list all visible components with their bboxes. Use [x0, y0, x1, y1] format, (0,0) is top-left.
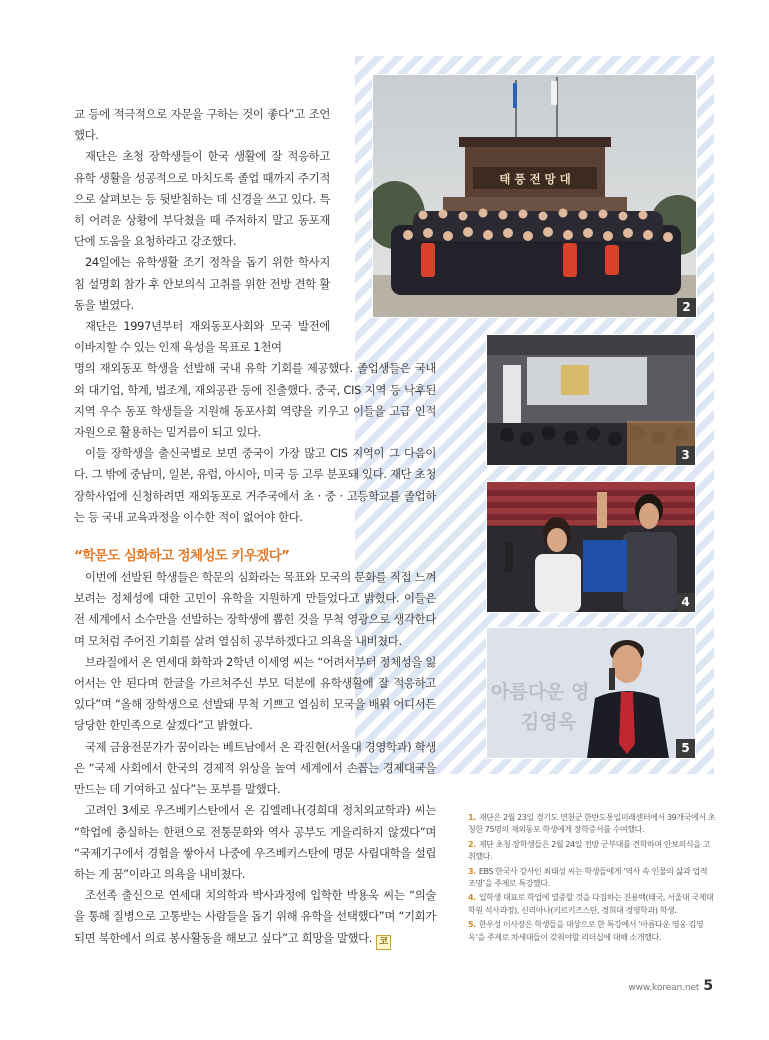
- caption-number: 3.: [468, 866, 476, 876]
- caption-item: [468, 812, 716, 837]
- observatory-sign: 태 풍 전 망 대: [499, 172, 571, 186]
- article-paragraph-start: 재단은 1997년부터 재외동포사회와 모국 발전에 이바지할 수 있는 인재 육성을 목표로 1천여: [74, 319, 330, 355]
- photo-number: 5: [676, 739, 695, 758]
- article-paragraph-rest: 명의 재외동포 학생을 선발해 국내 유학 기회를 제공했다. 졸업생들은 국내외 대기업, 학계, 법조계, 재외공관 등에 진출했다. 중국, CIS 지역 등 낙후된 지역 우수 동포 학생들을 지원해 동포사회 역량을 키우고 이들을 고급 인적자원으로 활용하는 밑거름이 되고 있다.: [74, 361, 436, 440]
- page-number: 5: [703, 978, 713, 994]
- caption-text: 재단 초청 장학생들은 2월 24일 전방 군부대를 견학하며 안보의식을 고취했다.: [468, 839, 711, 862]
- speaker-scene: [487, 628, 695, 758]
- page-footer: [628, 978, 713, 994]
- student-oath-scene: [487, 482, 695, 612]
- photo-number: 4: [676, 593, 695, 612]
- article-paragraph: 국제 금융전문가가 꿈이라는 베트남에서 온 곽진현(서울대 경영학과) 학생은 “국제 사회에서 한국의 경제적 위상을 높여 세계에서 손꼽는 경제대국을 만드는 데 기여하고 싶다”는 포부를 말했다.: [74, 739, 436, 797]
- photo-lecture-hall: [487, 335, 695, 465]
- article-body: [74, 104, 436, 950]
- photo-captions: [468, 812, 716, 946]
- caption-item: [468, 839, 716, 864]
- caption-item: [468, 866, 716, 891]
- photo-number: 2: [677, 298, 696, 317]
- caption-item: [468, 892, 716, 917]
- photo-student-oath: [487, 482, 695, 612]
- caption-number: 5.: [468, 920, 476, 930]
- photo-number: 3: [676, 446, 695, 465]
- article-paragraph: 이번에 선발된 학생들은 학문의 심화라는 목표와 모국의 문화를 직접 느껴보려는 정체성에 대한 고민이 유학을 지원하게 만들었다고 밝혔다. 이들은 전 세계에서 소수만을 선발하는 장학생에 뽑힌 것을 무척 영광으로 생각한다며 모처럼 주어진 기회를 살려 열심히 공부하겠다고 의욕을 내비쳤다.: [74, 570, 436, 648]
- article-paragraph: 브라질에서 온 연세대 화학과 2학년 이세영 씨는 “어려서부터 정체성을 잃어서는 안 된다며 한글을 가르쳐주신 부모 덕분에 유학생활에 잘 적응하고 있다”며 “올해 장학생으로 선발돼 무척 기쁘고 열심히 모국을 배워 어디서든 당당한 한민족으로 살겠다”고 밝혔다.: [74, 654, 436, 733]
- caption-text: 입학생 대표로 학업에 열중할 것을 다짐하는 진용백(태국, 서울대 국제대학원 석사과정), 신리아나(키르키즈스탄, 경희대 경영학과) 학생.: [468, 893, 714, 915]
- article-paragraph: [74, 316, 436, 443]
- article-paragraph-text: 조선족 출신으로 연세대 치의학과 박사과정에 입학한 박용욱 씨는 “의술을 통해 질병으로 고통받는 사람들을 돕기 위해 유학을 선택했다”며 “기회가 되면 북한에서 의료 봉사활동을 해보고 싶다”고 희망을 말했다.: [74, 888, 436, 945]
- article-subheading: “학문도 심화하고 정체성도 키우겠다”: [74, 548, 290, 565]
- article-paragraph: 고려인 3세로 우즈베키스탄에서 온 김엘레나(경희대 정치외교학과) 씨는 “학업에 충실하는 한편으로 전통문화와 역사 공부도 게을리하지 않겠다”며 “국제기구에서 경험을 쌓아서 나중에 우즈베키스탄에 명문 사립대학을 설립하는 게 꿈”이라고 의욕을 내비쳤다.: [74, 803, 436, 881]
- lecture-hall-scene: [487, 335, 695, 465]
- caption-text: 한우성 이사장은 학생들을 대상으로 한 특강에서 ‘아름다운 영웅 김영옥’을 주제로 차세대들이 갖춰야할 리더십에 대해 소개했다.: [468, 920, 704, 942]
- article-paragraph: 교 등에 적극적으로 자문을 구하는 것이 좋다”고 조언했다.: [74, 107, 330, 143]
- photo-speaker: [487, 628, 695, 758]
- article-paragraph-last: [74, 885, 436, 949]
- caption-text: EBS 한국사 강사인 최태성 씨는 학생들에게 ‘역사 속 인물의 삶과 업적 조명’을 주제로 특강했다.: [468, 866, 708, 889]
- caption-item: [468, 919, 716, 944]
- end-mark-icon: 코: [376, 935, 391, 950]
- caption-number: 1.: [468, 813, 476, 822]
- article-paragraph: 24일에는 유학생활 조기 정착을 돕기 위한 학사지침 설명회 참가 후 안보의식 고취를 위한 전방 견학 활동을 벌였다.: [74, 255, 330, 312]
- banner-line-2: 김영옥: [521, 711, 577, 733]
- article-paragraph: 이들 장학생을 출신국별로 보면 중국이 가장 많고 CIS 지역이 그 다음이다. 그 밖에 중남미, 일본, 유럽, 아시아, 미국 등 고루 분포돼 있다. 재단 초청 장학사업에 신청하려면 재외동포로 거주국에서 초 · 중 · 고등학교를 졸업하는 등 국내 교육과정을 이수한 적이 없어야 한다.: [74, 446, 436, 524]
- article-paragraph: 재단은 초청 장학생들이 한국 생활에 잘 적응하고 유학 생활을 성공적으로 마치도록 졸업 때까지 주기적으로 살펴보는 등 뒷받침하는 데 신경을 쓰고 있다. 특히 어려운 상황에 부닥쳤을 때 주저하지 말고 동포재단에 도움을 요청하라고 강조했다.: [74, 149, 330, 249]
- caption-number: 2.: [468, 839, 476, 849]
- caption-text: 재단은 2월 23일 경기도 연천군 한반도통일미래센터에서 39개국에서 초청한 75명의 재외동포 학생에게 장학증서를 수여했다.: [468, 813, 716, 835]
- footer-url[interactable]: www.korean.net: [628, 983, 700, 993]
- banner-line-1: 아름다운 영: [491, 681, 590, 703]
- caption-number: 4.: [468, 893, 476, 903]
